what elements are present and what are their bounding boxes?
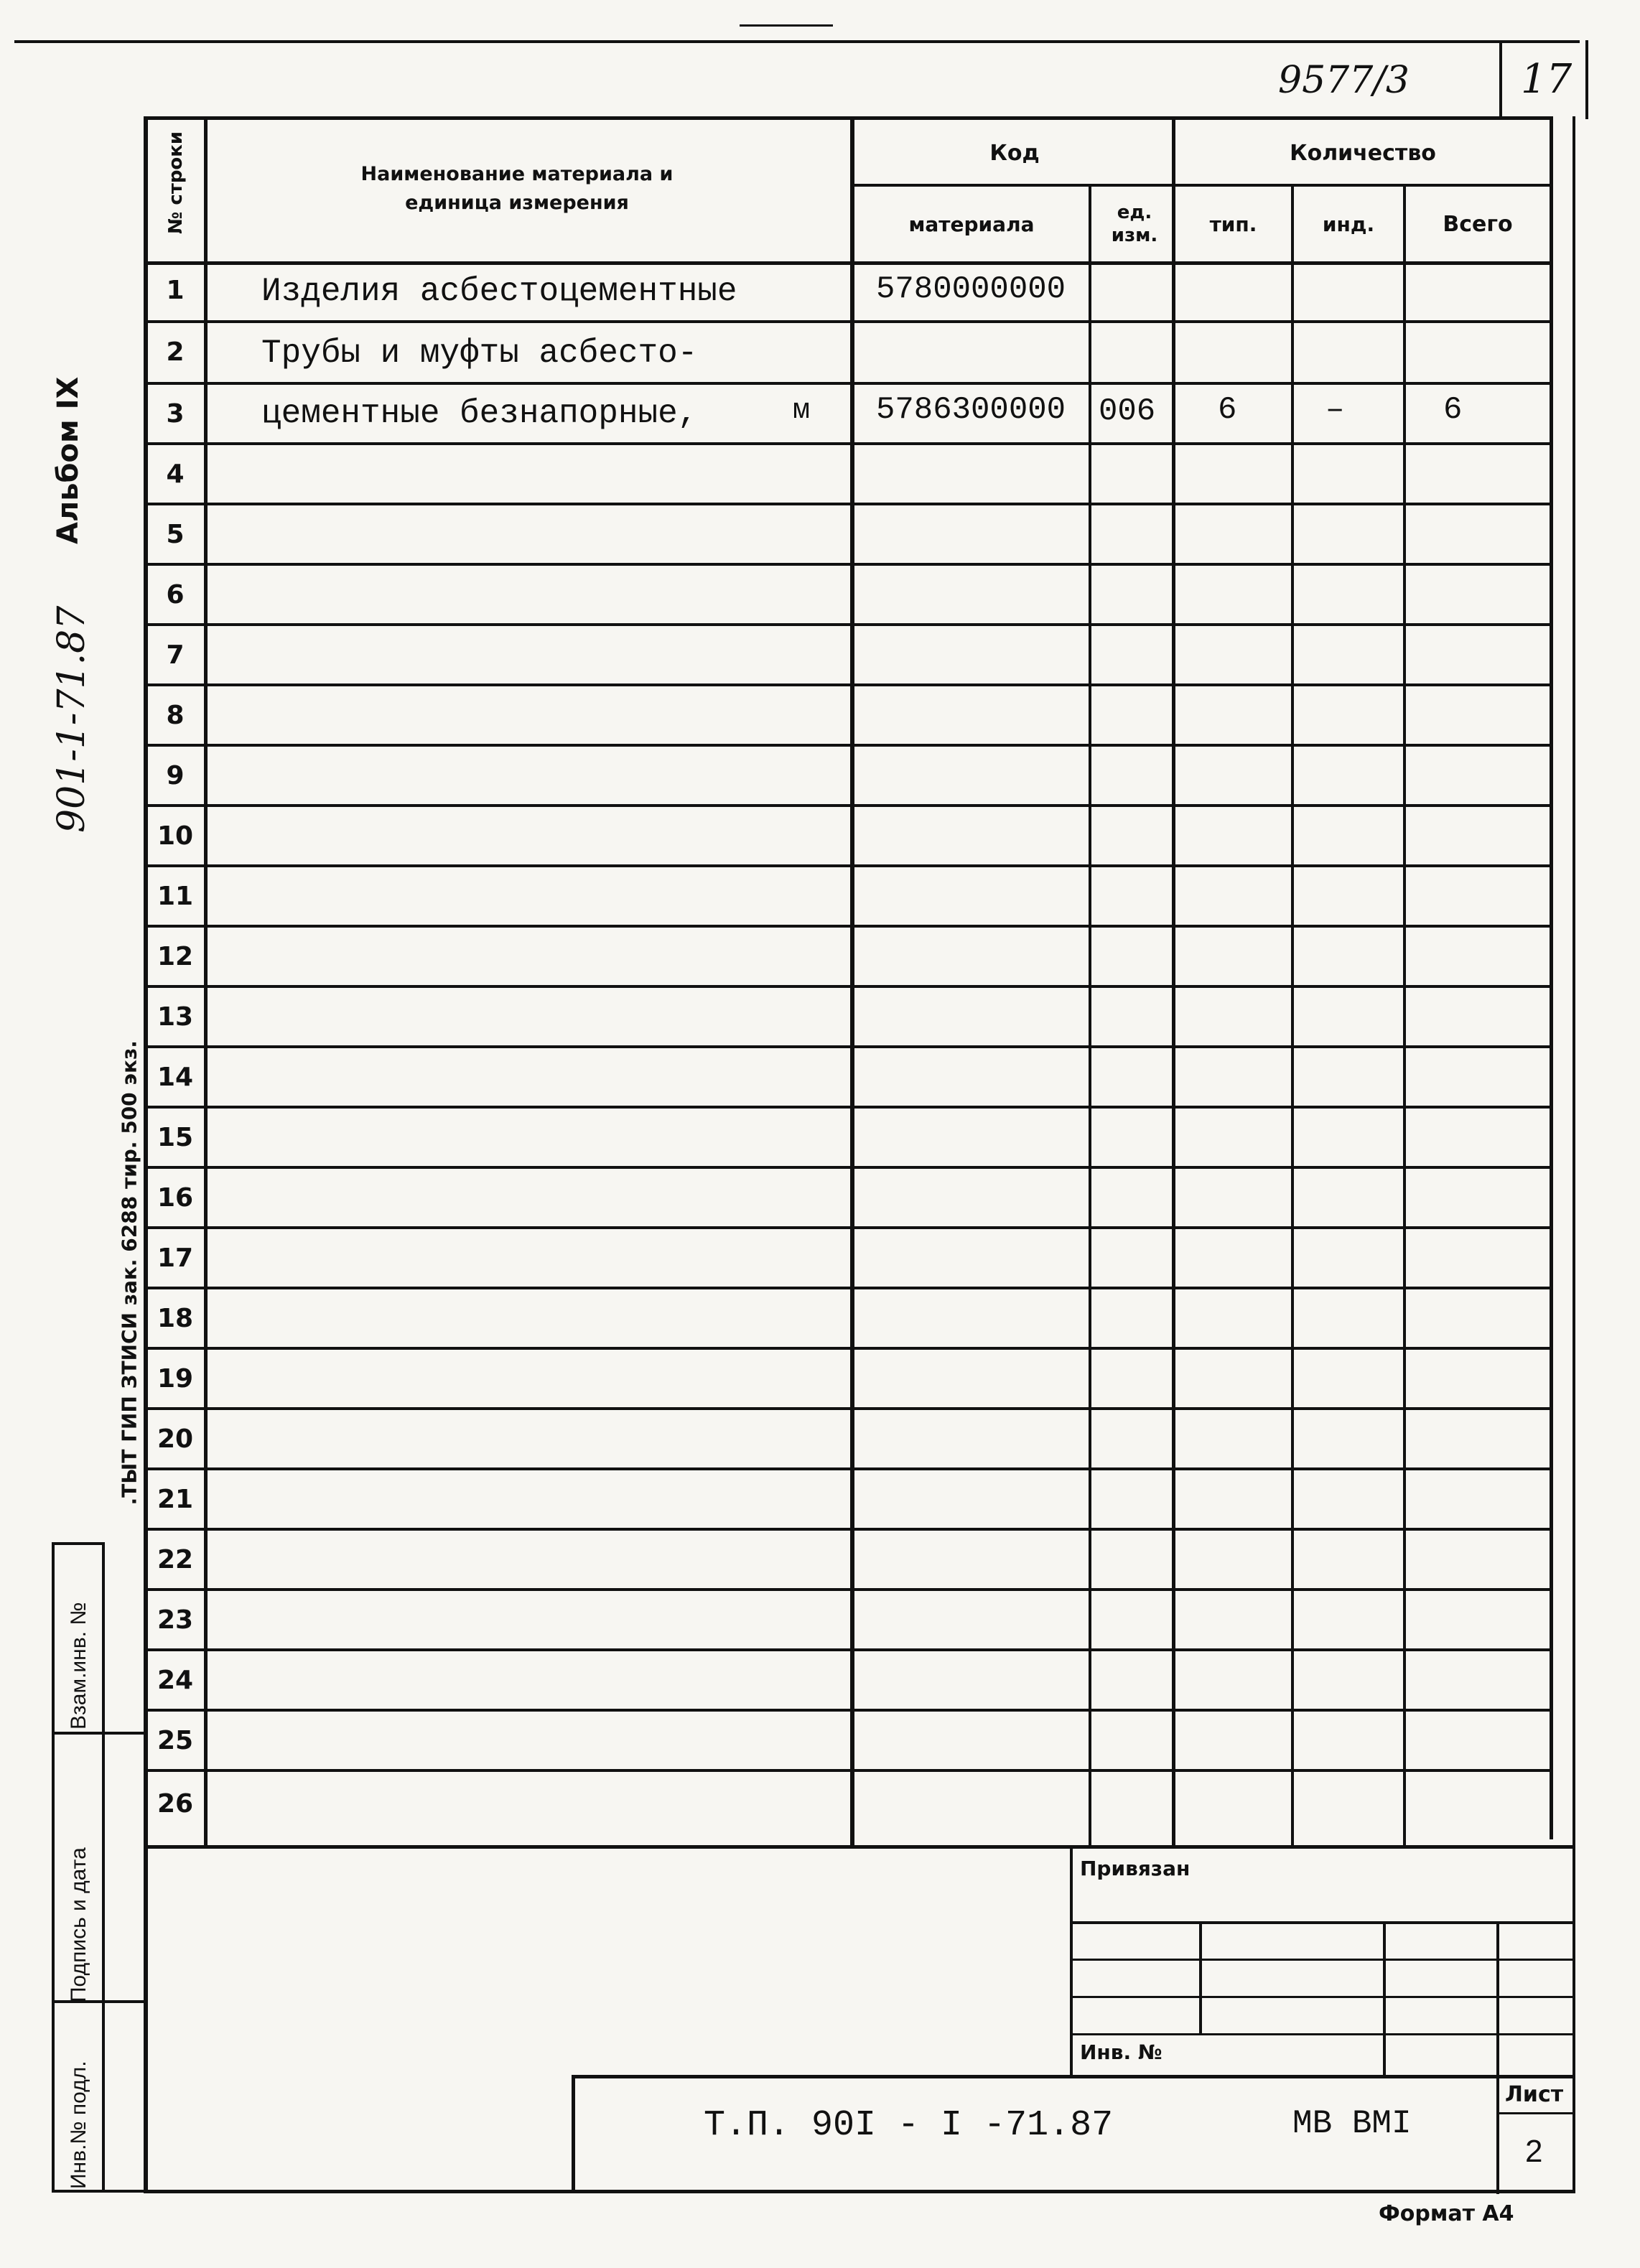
row-line [144, 744, 1551, 747]
row-line [144, 1407, 1551, 1410]
row-number: 22 [157, 1545, 194, 1574]
document-mark: МВ ВМI [1292, 2105, 1412, 2142]
row-number: 15 [157, 1123, 194, 1152]
row-3-unit: м [793, 395, 811, 427]
row-number: 14 [157, 1063, 194, 1092]
outer-right-border [1573, 116, 1575, 2193]
row-number: 2 [166, 337, 185, 367]
table-right-border [1550, 116, 1553, 1839]
row-line [144, 1045, 1551, 1048]
row-line [144, 804, 1551, 807]
row-line [144, 320, 1551, 323]
header-ed-izm: ед. изм. [1111, 202, 1158, 246]
row-line [144, 1769, 1551, 1772]
stamp-vline-2 [1383, 1921, 1386, 2078]
row-3-tip: 6 [1218, 392, 1237, 428]
row-number: 12 [157, 942, 194, 971]
stamp-line-4 [1070, 2033, 1575, 2035]
row-line [144, 442, 1551, 445]
page-corner-number: 17 [1521, 56, 1573, 103]
row-line [144, 1287, 1551, 1289]
row-number: 10 [157, 821, 194, 851]
corner-box-right [1585, 40, 1588, 119]
corner-box-left [1499, 40, 1502, 119]
title-block-left [572, 2075, 575, 2193]
list-box-divider [1496, 2112, 1575, 2114]
row-line [144, 1347, 1551, 1350]
row-line [144, 1845, 1575, 1849]
col-line-ind [1403, 185, 1406, 1848]
stamp-inv-no: Инв. № [1080, 2040, 1163, 2064]
row-3-ed: 006 [1099, 393, 1156, 429]
row-number: 25 [157, 1726, 194, 1755]
row-line [144, 382, 1551, 385]
row-number: 13 [157, 1002, 194, 1032]
row-number: 21 [157, 1485, 194, 1514]
row-1-code: 5780000000 [876, 271, 1066, 307]
album-label: Альбом IX [52, 376, 85, 544]
header-subline-kod [850, 184, 1173, 187]
inv-podl-label: Инв.№ подл. [67, 2061, 90, 2189]
row-number: 23 [157, 1605, 194, 1635]
row-line [144, 1588, 1551, 1591]
stamp-vline-3 [1496, 1921, 1499, 2194]
row-line [144, 864, 1551, 867]
stamp-line-1 [1070, 1921, 1575, 1924]
row-number: 18 [157, 1304, 194, 1333]
left-strip-div1 [52, 1732, 145, 1735]
row-2-name: Трубы и муфты асбесто- [261, 335, 698, 372]
header-row-number: № строки [165, 131, 187, 234]
row-number: 8 [166, 701, 185, 730]
header-kolichestvo: Количество [1290, 140, 1436, 166]
row-3-vsego: 6 [1443, 392, 1463, 428]
top-dash-mark [740, 24, 833, 27]
row-line [144, 925, 1551, 928]
row-number: 17 [157, 1243, 194, 1273]
col-line-tip [1291, 185, 1294, 1848]
row-line [144, 1226, 1551, 1229]
row-line [144, 503, 1551, 505]
row-number: 1 [166, 276, 185, 305]
header-ind: инд. [1322, 212, 1375, 236]
row-line [144, 683, 1551, 686]
left-strip-bottom [52, 2190, 145, 2193]
table-bottom-border [144, 2190, 1575, 2193]
row-line [144, 1528, 1551, 1531]
format-label: Формат А4 [1379, 2201, 1514, 2226]
row-number: 16 [157, 1183, 194, 1213]
document-designation: Т.П. 90I - I -71.87 [704, 2105, 1114, 2146]
header-materiala: материала [908, 212, 1035, 236]
left-strip-div2 [52, 2000, 145, 2003]
row-number: 3 [166, 399, 185, 429]
row-line [144, 623, 1551, 626]
row-3-ind: – [1325, 392, 1345, 428]
sheet-code: 9577/3 [1278, 59, 1410, 102]
stamp-line-2 [1070, 1959, 1575, 1961]
row-line [144, 1709, 1551, 1712]
stamp-privyazan: Привязан [1080, 1857, 1191, 1880]
header-subline-qty [1172, 184, 1551, 187]
left-strip-left-border [52, 1542, 55, 2193]
row-line [144, 1467, 1551, 1470]
row-number: 6 [166, 580, 185, 610]
row-line [144, 1648, 1551, 1651]
row-number: 26 [157, 1789, 194, 1819]
row-number: 20 [157, 1424, 194, 1454]
row-line [144, 1106, 1551, 1109]
header-name: Наименование материала и единица измерения [360, 163, 674, 214]
row-number: 5 [166, 520, 185, 549]
row-number: 24 [157, 1666, 194, 1695]
print-info: .ТЫТ ГИП ЗТИСИ зак. 6288 тир. 500 экз. [117, 1040, 141, 1506]
list-label: Лист [1505, 2082, 1564, 2107]
podpis-label: Подпись и дата [67, 1847, 90, 2002]
header-kod: Код [989, 140, 1040, 166]
title-block-top [572, 2075, 1575, 2078]
row-number: 4 [166, 459, 185, 489]
header-bottom-line [144, 261, 1551, 265]
left-strip-mid-border [102, 1542, 105, 2193]
row-number: 9 [166, 761, 185, 790]
header-vsego: Всего [1443, 211, 1513, 237]
list-number: 2 [1525, 2134, 1543, 2169]
row-3-name: цементные безнапорные, [261, 395, 698, 432]
row-number: 19 [157, 1364, 194, 1394]
row-1-name: Изделия асбестоцементные [261, 273, 737, 310]
row-number: 7 [166, 640, 185, 670]
col-line-code [1089, 185, 1091, 1848]
top-border-line [14, 40, 1580, 43]
project-number-handwritten: 901-1-71.87 [50, 605, 93, 833]
vzam-inv-label: Взам.инв. № [67, 1602, 90, 1730]
row-line [144, 563, 1551, 566]
header-tip: тип. [1209, 212, 1257, 236]
row-line [144, 1166, 1551, 1169]
stamp-line-3 [1070, 1996, 1575, 1998]
row-3-code: 5786300000 [876, 392, 1066, 428]
stamp-left-border [1070, 1848, 1073, 2078]
row-number: 11 [157, 882, 194, 911]
stamp-vline-1 [1199, 1921, 1202, 2035]
table-top-border [144, 116, 1551, 120]
row-line [144, 985, 1551, 988]
